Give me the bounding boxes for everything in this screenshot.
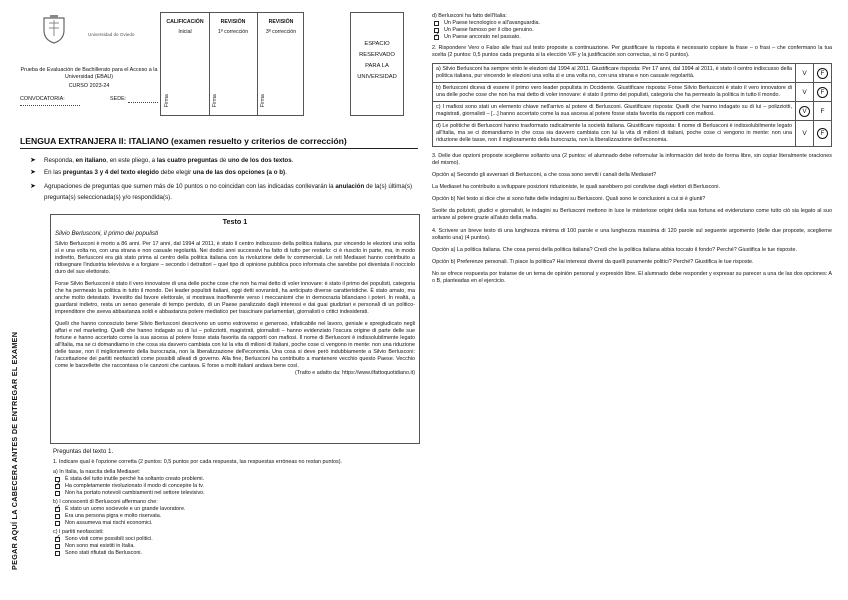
table-row: [433, 121, 832, 147]
statement: b) Berlusconi diceva di essere il primo vero leader populista in Occidente. Giustificare risposta: Forse Silvio Berlusconi è stato il vero innovatore di una delle poche cose che non ha mai detto di voler innovare: è stato il primo dei populisti, categoria che ha permeato la politica in tutto il mondo.: [433, 83, 796, 102]
q1-b-stem: b) I conoscenti di Berlusconi affermano che:: [53, 499, 158, 505]
q3-option-a: Opción a) Secondo gli avversari di Berlusconi, a che cosa sono serviti i canali della Mediaset?: [432, 172, 657, 178]
q3-answer-a: La Mediaset ha contribuito a sviluppare posizioni riduzioniste, le quali sarebbero poi condivise dagli elettori di Berlusconi.: [432, 184, 720, 190]
mark-f[interactable]: F: [814, 102, 832, 121]
circled-answer: F: [817, 128, 828, 139]
grading-boxes: [160, 12, 304, 116]
left-questions: [53, 448, 418, 557]
statement: a) Silvio Berlusconi ha sempre vinto le elezioni dal 1994 al 2011. Giustificare risposta: Per 17 anni, dal 1994 al 2011, è stato il centro indiscusso della politica italiana, pur vincendo le elezioni una volta sì e una volta no, con una strana e non casuale regolarità.: [433, 64, 796, 83]
q3-intro: 3. Delle due opzioni proposte sceglierne soltanto una (2 puntos: el alumnado debe reformular la información del texto de forma libre, sin copiar literalmente oraciones del mismo).: [432, 153, 832, 166]
text-1-box: [50, 214, 420, 444]
option[interactable]: Non sono mai esistiti in Italia.: [53, 543, 418, 550]
firma-label: Firma: [164, 94, 170, 107]
mark-f[interactable]: [814, 64, 832, 83]
q3-option-b: Opción b) Nel testo si dice che si sono fatte delle indagini su Berlusconi. Quali sono le conclusioni a cui si è giunti?: [432, 196, 706, 202]
box-subtitle: Inicial: [178, 28, 192, 35]
mark-v[interactable]: V: [796, 64, 814, 83]
q1-c-stem: c) I partiti neofascisti:: [53, 529, 104, 535]
questions-header: Preguntas del texto 1.: [53, 448, 114, 455]
checkbox[interactable]: [55, 521, 60, 526]
option[interactable]: ✓ Sono visti come possibili soci politici.: [53, 536, 418, 543]
true-false-table: [432, 63, 832, 147]
title-rule: [20, 148, 418, 149]
grading-box-review-3: [257, 13, 305, 35]
grading-box-initial: [161, 13, 209, 35]
q1-b: [53, 499, 418, 527]
crest-icon: [40, 14, 68, 44]
statement: c) I mafiosi sono stati un elemento chiave nell'arrivo al potere di Berlusconi. Giustificare risposta: Quelli che hanno indagato su di lui – polizziotti, magistrati, giornalisti – [...] hanno accertato come la sua ascesa al potere fosse stata favorita da rapporti con mafiosi.: [433, 102, 796, 121]
q1-c: [53, 529, 418, 557]
text-paragraph: Silvio Berlusconi è morto a 86 anni. Per 17 anni, dal 1994 al 2011, è stato il centro indiscusso della politica italiana, pur vincendo le elezioni una volta sì e una volta no, con una strana e non casuale regolarità. Nei dodici anni successivi ha fatto di tutto per restarlo: ci è riuscito in parte, ma, in modo indiretto, Berlusconi era già stato prima al centro della politica italiana con la rivoluzione delle tv commerciali. Le reti Mediaset hanno contribuito a ridisegnare l'industria televisiva e a forgiare – secondo i detrattori – quel tipo di opinione pubblica poco informata che sarebbe poi diventata il nocciolo duro del suo elettorato.: [55, 241, 415, 275]
checkbox[interactable]: [55, 491, 60, 496]
checkbox[interactable]: [55, 551, 60, 556]
instruction-item: ➤ Responda, en italiano, en este pliego, a las cuatro preguntas de uno de los dos textos.: [30, 157, 415, 165]
text-source: (Tratto e adatto da: https://www.ilfattoquotidiano.it): [295, 370, 415, 376]
circled-answer: V: [799, 106, 810, 117]
q1-a: [53, 469, 418, 497]
grading-box-review-1: [209, 13, 257, 35]
box-subtitle: 3ª corrección: [265, 28, 297, 35]
checkbox[interactable]: [55, 544, 60, 549]
convocatoria-field[interactable]: [20, 105, 80, 106]
mark-v[interactable]: V: [796, 121, 814, 147]
mark-f[interactable]: [814, 83, 832, 102]
option[interactable]: ✓ Ha completamente rivoluzionato il modo di concepire la tv.: [53, 483, 418, 490]
table-row: [433, 102, 832, 121]
text-subtitle: Silvio Berlusconi, il primo dei populisti: [55, 230, 159, 237]
q4-note: No se ofrece respuesta por tratarse de un tema de opinión personal y expresión libre. El alumnado debe responder y expresar su parecer a una de las dos opciones: A o B, planteadas en el ejercicio.: [432, 271, 832, 284]
text-paragraph: Forse Silvio Berlusconi è stato il vero innovatore di una delle poche cose che non ha mai detto di voler innovare: è stato il primo dei populisti, categoria che ha permeato la politica in tutto il mondo. Dei leader populisti italiani, oggi detti sovranisti, ha anticipato diverse caratteristiche. È stato amato, ma anche molto detestato. Investito dal favore elettorale, si mostrava insofferente verso i meccanismi che in democrazia bilanciano i poteri. In realtà, a guardarsi indietro, resta un senso generale di tempo perduto, di un Paese paralizzato dagli interessi e dai guai giudiziari e personali di un politico-imprenditore che aveva abbastanza soldi e abbastanza potere mediatico per trascinare parlamentari, giornalisti o critici indesiderati.: [55, 281, 415, 315]
box-subtitle: 1ª corrección: [217, 28, 249, 35]
text-paragraph: Quelli che hanno conosciuto bene Silvio Berlusconi descrivono un uomo estroverso e generoso, infaticabile nel lavoro, geniale e spregiudicato negli affari e nel marketing. Quelli che hanno indagato su di lui – polizziotti, magistrati, giornalisti – hanno evidenziato l'oscura origine di parte delle sue fortune e hanno accertato come la sua ascesa al potere fosse stata favorita da rapporti con mafiosi. Il nome di Berlusconi è indissolubilmente legato all'Italia, ma se ci domandiamo in che cosa sia davvero cambiata con lui la vita di milioni di italiani, poche cose ci vengono in mente: non una riduzione delle tasse, non il miglioramento della burocrazia, non la liberalizzazione dell'economia. Una cosa si deve però indubbiamente a Silvio Berlusconi: l'accettazione dei partiti neofascisti come possibili alleati di governo. Alla fine, Berlusconi ha contribuito a mantenere vecchio questo Paese. Vecchio come le barzellette che raccontava o le canzoni che cantava. E forse a molti italiani andava bene così.: [55, 321, 415, 369]
q1-a-stem: a) In Italia, la nascita della Mediaset:: [53, 469, 141, 475]
table-row: [433, 83, 832, 102]
checkbox[interactable]: [434, 21, 439, 26]
course-label: CURSO 2023-24: [68, 83, 110, 89]
option[interactable]: Era una persona pigra e molto riservata.: [53, 513, 418, 520]
q4-intro: 4. Scrivere un breve testo di una lunghezza minima di 100 parole e una lunghezza massima di 120 parole sul seguente argomento (delle due proposte, sceglierne soltanto una) (4 puntos).: [432, 228, 832, 241]
university-logo: [40, 14, 160, 44]
q4-option-a: Opción a) La politica italiana. Che cosa pensi della politica italiana? Credi che la politica italiana abbia toccato il fondo? Perché? Giustifica le tue risposte.: [432, 247, 797, 253]
checkbox-checked[interactable]: [55, 484, 60, 489]
mark-v[interactable]: V: [796, 83, 814, 102]
statement: d) Le politiche di Berlusconi hanno trasformato radicalmente la società italiana. Giustificare risposta: Il nome di Berlusconi è indissolubilmente legato all'Italia, ma se ci domandiamo in che cosa sia davvero cambiata con lui la vita di milioni di italiani, poche cose ci vengono in mente: non una riduzione delle tasse, non il miglioramento della burocrazia, non la liberalizzazione dell'economia.: [433, 121, 796, 147]
instruction-item: ➤ Agrupaciones de preguntas que sumen más de 10 puntos o no coincidan con las indicadas conllevarán la anulación de la(s) última(s) pregunta(s) seleccionada(s) y/o respondida(s).: [30, 181, 415, 203]
checkbox[interactable]: [55, 514, 60, 519]
instruction-item: ➤ En las preguntas 3 y 4 del texto elegido debe elegir una de las dos opciones (a o b).: [30, 169, 415, 177]
box-title: REVISIÓN: [268, 19, 294, 25]
sede-label: SEDE:: [110, 96, 127, 102]
checkbox-checked[interactable]: [434, 35, 439, 40]
university-name: Universidad de Oviedo: [88, 32, 135, 37]
option[interactable]: Non ha portato notevoli cambiamenti nel settore televisivo.: [53, 490, 418, 497]
q2-intro: 2. Rispondere Vero o Falso alle frasi sul testo proposte a continuazione. Per giustificare la risposta è necessario copiare la frase – o frasi – che confermano la tua scelta (2 puntos: 0,5 puntos cada pregunta si la elección V/F y la justificación son correctas, si no 0 puntos).: [432, 45, 832, 58]
exam-title: Prueba de Evaluación de Bachillerato para el Acceso a la Universidad (EBAU): [20, 67, 158, 80]
box-title: CALIFICACIÓN: [166, 19, 204, 25]
circled-answer: F: [817, 68, 828, 79]
q1-d-stem: d) Berlusconi ha fatto dell'Italia:: [432, 13, 507, 19]
instructions-list: [30, 157, 415, 207]
exam-main-title: LENGUA EXTRANJERA II: ITALIANO (examen resuelto y criterios de corrección): [20, 136, 347, 146]
table-row: [433, 64, 832, 83]
firma-label: Firma: [212, 94, 218, 107]
circled-answer: F: [817, 87, 828, 98]
convocatoria-label: CONVOCATORIA:: [20, 96, 65, 102]
checkbox-checked[interactable]: [55, 537, 60, 542]
box-title: REVISIÓN: [220, 19, 246, 25]
checkbox-checked[interactable]: [55, 507, 60, 512]
right-column: [432, 13, 832, 285]
q1-d: [432, 13, 832, 41]
option[interactable]: ✓ Un Paese ancorato nel passato.: [432, 34, 832, 41]
option[interactable]: Non assumeva mai rischi economici.: [53, 520, 418, 527]
reserved-label: ESPACIO RESERVADO PARA LA UNIVERSIDAD: [357, 41, 397, 80]
firma-label: Firma: [260, 94, 266, 107]
q1-intro: 1. Indicare qual è l'opzione corretta (2 puntos: 0,5 puntos por cada respuesta, las respuestas erróneas no restan puntos).: [53, 459, 343, 465]
reserved-space: [350, 12, 404, 116]
sede-field[interactable]: [128, 102, 158, 103]
option[interactable]: ✓ È stato un uomo socievole e un grande lavoratore.: [53, 506, 418, 513]
q4-option-b: Opción b) Preferenze personali. Ti piace la politica? Hai interessi diversi da quelli puramente politici? Perché? Giustifica le tue risposte.: [432, 259, 754, 265]
side-label: PEGAR AQUÍ LA CABECERA ANTES DE ENTREGAR EL EXAMEN: [10, 331, 19, 570]
text-heading: Testo 1: [222, 217, 248, 226]
option[interactable]: Un Paese tecnologico e all'avanguardia.: [432, 20, 832, 27]
option[interactable]: È stata del tutto inutile perché ha soltanto creato problemi.: [53, 476, 418, 483]
option[interactable]: Un Paese famoso per il cibo genuino.: [432, 27, 832, 34]
mark-v[interactable]: [796, 102, 814, 121]
q3-answer-b: Svolte da polizioti, giudici e giornalisti, le indagini su Berlusconi mettono in luce le misteriose origini della sua fortuna ed evidenziano come tutto ciò sia legato al suo arrivare al potere grazie all'aiuto della mafia.: [432, 208, 832, 221]
mark-f[interactable]: [814, 121, 832, 147]
option[interactable]: Sono stati rifiutati da Berlusconi.: [53, 550, 418, 557]
